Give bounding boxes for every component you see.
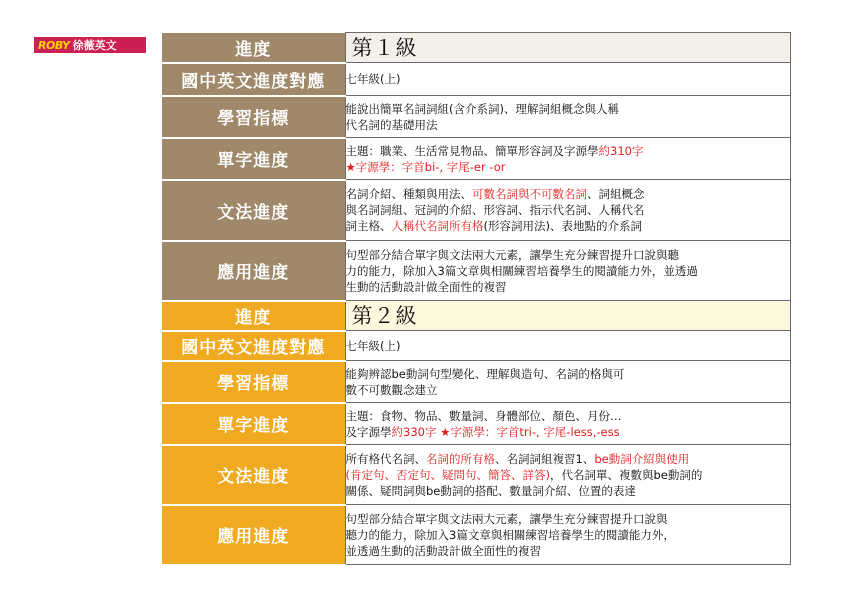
curriculum-table xyxy=(162,32,791,566)
curriculum-row xyxy=(162,96,791,138)
row-label: 國中英文進度對應 xyxy=(162,63,345,96)
row-label: 國中英文進度對應 xyxy=(162,331,345,361)
level-row xyxy=(162,301,791,331)
curriculum-row xyxy=(162,138,791,180)
row-label: 應用進度 xyxy=(162,505,345,565)
row-content xyxy=(345,96,791,138)
row-label: 應用進度 xyxy=(162,241,345,301)
body-text: 能夠辨認be動詞句型變化、理解與造句、名詞的格與可 數不可數觀念建立 xyxy=(345,366,625,397)
logo xyxy=(34,37,146,53)
curriculum-row xyxy=(162,63,791,96)
body-text: 名詞介紹、種類與用法、 xyxy=(345,187,472,201)
body-text: (形容詞用法)、表地點的介系詞 xyxy=(483,219,642,233)
curriculum-row xyxy=(162,403,791,445)
highlight-text: 約330字 ★字源學：字首tri-, 字尾-less,-ess xyxy=(391,424,620,439)
level-label: 進度 xyxy=(162,33,345,63)
curriculum-row xyxy=(162,445,791,505)
highlight-text: 約310字 ★字源學：字首bi-, 字尾-er -or xyxy=(345,143,644,174)
body-text: 主題：食物、物品、數量詞、身體部位、顏色、月份… 及字源學 xyxy=(345,408,622,439)
logo-name: 徐薇英文 xyxy=(72,39,117,52)
body-text: 七年級(上) xyxy=(345,338,401,353)
highlight-text: 人稱代名詞所有格 xyxy=(391,219,484,233)
row-content xyxy=(345,241,791,301)
body-text: 、名詞詞組複習1、 xyxy=(495,451,595,466)
body-text: 句型部分結合單字與文法兩大元素，讓學生充分練習提升口說與聽 力的能力，除加入3篇文章與相關練習培養學生的閱讀能力外，並透過 生動的活動設計做全面性的複習 xyxy=(345,247,698,294)
curriculum-row xyxy=(162,331,791,361)
section-level-2 xyxy=(162,301,791,565)
level-row xyxy=(162,33,791,63)
curriculum-row xyxy=(162,361,791,403)
curriculum-row xyxy=(162,241,791,301)
body-text: 句型部分結合單字與文法兩大元素，讓學生充分練習提升口說與 聽力的能力，除加入3篇文章與相關練習培養學生的閱讀能力外， 並透過生動的活動設計做全面性的複習 xyxy=(345,511,675,558)
row-label: 學習指標 xyxy=(162,361,345,403)
row-content xyxy=(345,361,791,403)
level-title: 第１級 xyxy=(345,33,791,63)
row-label: 學習指標 xyxy=(162,96,345,138)
logo-brand: ROBY xyxy=(38,38,70,52)
row-content xyxy=(345,138,791,180)
row-content xyxy=(345,505,791,565)
row-label: 單字進度 xyxy=(162,403,345,445)
row-content xyxy=(345,180,791,241)
curriculum-row xyxy=(162,505,791,565)
body-text: 所有格代名詞、 xyxy=(345,451,426,466)
row-content xyxy=(345,445,791,505)
row-content xyxy=(345,63,791,96)
body-text: 七年級(上) xyxy=(345,72,401,86)
curriculum-row xyxy=(162,180,791,241)
row-content xyxy=(345,403,791,445)
body-text: 能說出簡單名詞詞組(含介系詞)、理解詞組概念與人稱 代名詞的基礎用法 xyxy=(345,101,619,132)
highlight-text: be動詞介紹與使用 (肯定句、否定句、疑問句、簡答、詳答) xyxy=(345,451,690,482)
body-text: 主題：職業、生活常見物品、簡單形容詞及字源學 xyxy=(345,143,599,158)
row-label: 文法進度 xyxy=(162,180,345,241)
body-text: ，代名詞單、複數與be動詞的 關係、疑問詞與be動詞的搭配、數量詞介紹、位置的表達 xyxy=(345,467,703,498)
level-label: 進度 xyxy=(162,301,345,331)
section-level-1 xyxy=(162,33,791,301)
highlight-text: 名詞的所有格 xyxy=(426,451,495,466)
row-label: 文法進度 xyxy=(162,445,345,505)
row-label: 單字進度 xyxy=(162,138,345,180)
body-text: 、詞組概念 與名詞詞組、冠詞的介紹、形容詞、指示代名詞、人稱代名 詞主格、 xyxy=(345,187,645,233)
highlight-text: 可數名詞與不可數名詞 xyxy=(472,187,587,201)
level-title: 第２級 xyxy=(345,301,791,331)
row-content xyxy=(345,331,791,361)
